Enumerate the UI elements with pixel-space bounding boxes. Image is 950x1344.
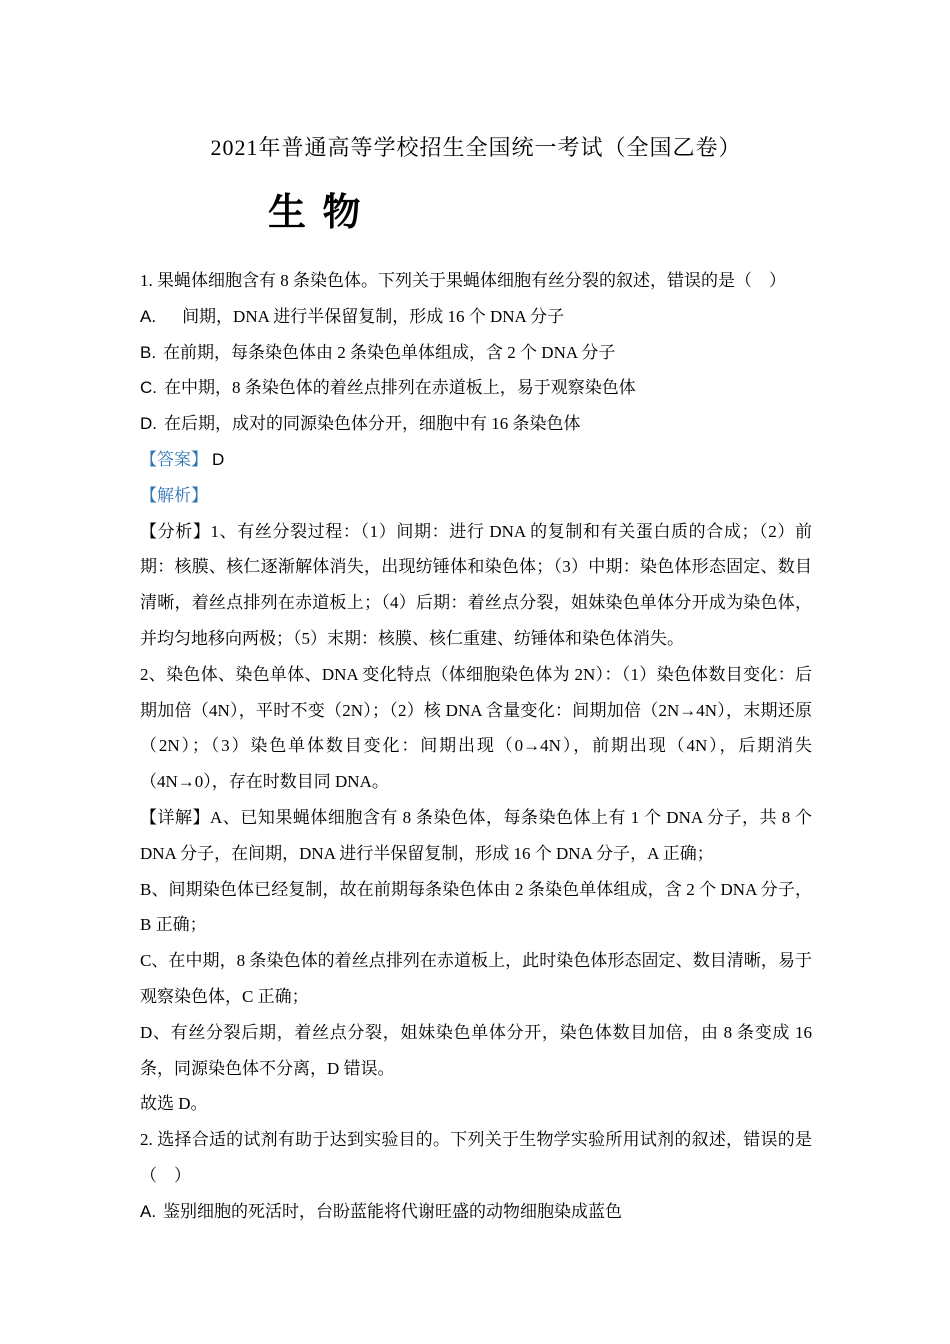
option-letter: A. <box>140 306 157 326</box>
detail-text-a: A、已知果蝇体细胞含有 8 条染色体，每条染色体上有 1 个 DNA 分子，共 8 个 DNA 分子，在间期，DNA 进行半保留复制，形成 16 个 DNA 分子，A 正确； <box>140 807 813 863</box>
analysis-paragraph-2 <box>140 657 812 800</box>
option-text: 在后期，成对的同源染色体分开，细胞中有 16 条染色体 <box>164 414 581 434</box>
detail-label: 【详解】 <box>140 807 211 827</box>
detail-paragraph-a <box>140 800 812 872</box>
question-1-option-c <box>140 370 812 406</box>
answer-line <box>140 442 812 478</box>
question-2-stem: 2. 选择合适的试剂有助于达到实验目的。下列关于生物学实验所用试剂的叙述，错误的是（ ） <box>140 1130 812 1185</box>
answer-value: D <box>212 449 225 469</box>
question-1-option-b <box>140 335 812 371</box>
option-text: 在中期，8 条染色体的着丝点排列在赤道板上，易于观察染色体 <box>164 378 636 398</box>
page-title: 2021年普通高等学校招生全国统一考试（全国乙卷） <box>210 135 742 160</box>
answer-label: 【答案】 <box>140 449 208 469</box>
detail-paragraph-c <box>140 943 812 1015</box>
question-1-stem: 1. 果蝇体细胞含有 8 条染色体。下列关于果蝇体细胞有丝分裂的叙述，错误的是（ ） <box>140 271 786 290</box>
option-letter: D. <box>140 414 157 434</box>
option-letter: C. <box>140 378 157 398</box>
document-body <box>140 263 812 1230</box>
detail-text-c: C、在中期，8 条染色体的着丝点排列在赤道板上，此时染色体形态固定、数目清晰，易于观察染色体，C 正确； <box>140 951 812 1006</box>
conclusion-line <box>140 1086 812 1122</box>
analysis-paragraph-1 <box>140 514 812 657</box>
explanation-label: 【解析】 <box>140 485 208 505</box>
subject-title: 生 物 <box>268 192 364 234</box>
option-text: 在前期，每条染色体由 2 条染色单体组成，含 2 个 DNA 分子 <box>163 342 616 362</box>
option-text: 间期，DNA 进行半保留复制，形成 16 个 DNA 分子 <box>182 306 565 326</box>
detail-text-b: B、间期染色体已经复制，故在前期每条染色体由 2 条染色单体组成，含 2 个 DNA 分子，B 正确； <box>140 879 812 935</box>
explanation-line <box>140 478 812 514</box>
conclusion-text: 故选 D。 <box>140 1094 208 1114</box>
analysis-text-1: 1、有丝分裂过程：（1）间期：进行 DNA 的复制和有关蛋白质的合成；（2）前期：核膜、核仁逐渐解体消失，出现纺锤体和染色体；（3）中期：染色体形态固定、数目清晰，着丝点排列在赤道板上；（4）后期：着丝点分裂，姐妹染色单体分开成为染色体，并均匀地移向两极；（5）末期：核膜、核仁重建、纺锤体和染色体消失。 <box>140 521 812 648</box>
analysis-label: 【分析】 <box>140 521 211 541</box>
question-2-option-a <box>140 1194 812 1230</box>
option-letter: A. <box>140 1201 157 1221</box>
option-text: 鉴别细胞的死活时，台盼蓝能将代谢旺盛的动物细胞染成蓝色 <box>163 1201 623 1221</box>
detail-paragraph-d <box>140 1015 812 1087</box>
option-letter: B. <box>140 342 157 362</box>
analysis-text-2: 2、染色体、染色单体、DNA 变化特点（体细胞染色体为 2N）：（1）染色体数目变化：后期加倍（4N），平时不变（2N）；（2）核 DNA 含量变化：间期加倍（2N→4N），末期还原（2N）；（3）染色单体数目变化：间期出现（0→4N），前期出现（4N），后期消失（4N→0），存在时数目同 DNA。 <box>140 664 812 792</box>
detail-paragraph-b <box>140 872 812 944</box>
question-1-option-d <box>140 406 812 442</box>
detail-text-d: D、有丝分裂后期，着丝点分裂，姐妹染色单体分开，染色体数目加倍，由 8 条变成 16 条，同源染色体不分离，D 错误。 <box>140 1022 812 1078</box>
question-1-option-a <box>140 299 812 335</box>
